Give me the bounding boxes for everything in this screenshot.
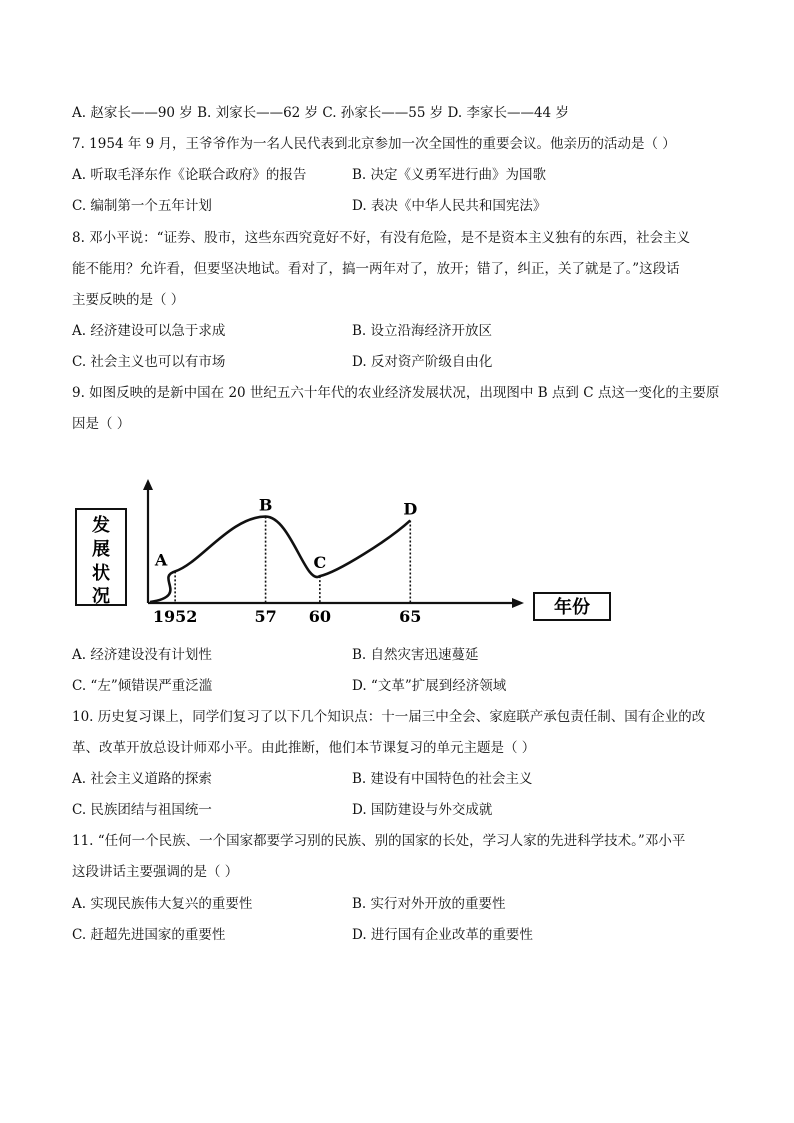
y-label-char-3: 状 [92,563,110,584]
q10-option-a: A. 社会主义道路的探索 [72,771,212,787]
q11-option-c: C. 赶超先进国家的重要性 [72,927,226,943]
x-axis-arrow [512,598,524,608]
q11-option-a: A. 实现民族伟大复兴的重要性 [72,896,253,912]
point-label-c: C [313,553,327,573]
q7-option-c: C. 编制第一个五年计划 [72,198,212,214]
q8-option-b: B. 设立沿海经济开放区 [352,323,493,339]
point-label-b: B [258,495,273,515]
q8-option-d: D. 反对资产阶级自由化 [352,354,493,370]
y-label-char-1: 发 [92,515,110,536]
q11-option-d: D. 进行国有企业改革的重要性 [352,927,533,943]
q9-option-a: A. 经济建设没有计划性 [72,647,212,663]
q11-stem-line-1: 11. “任何一个民族、一个国家都要学习别的民族、别的国家的长处，学习人家的先进科学技术。”邓小平 [72,833,686,849]
q8-option-c: C. 社会主义也可以有市场 [72,354,226,370]
development-chart [72,475,632,635]
q11-stem-line-2: 这段讲话主要强调的是（ ） [72,864,239,880]
y-label-char-2: 展 [92,539,110,560]
x-tick-label: 57 [254,607,277,626]
q10-option-c: C. 民族团结与祖国统一 [72,802,212,818]
q8-stem-line-1: 8. 邓小平说：“证券、股市，这些东西究竟好不好，有没有危险，是不是资本主义独有的东西，社会主义 [72,230,691,246]
q7-option-b: B. 决定《义勇军进行曲》为国歌 [352,167,547,183]
q10-stem-line-1: 10. 历史复习课上，同学们复习了以下几个知识点：十一届三中全会、家庭联产承包责任制、国有企业的改 [72,709,706,725]
q7-stem: 7. 1954 年 9 月，王爷爷作为一名人民代表到北京参加一次全国性的重要会议。他亲历的活动是（ ） [72,136,676,152]
point-label-a: A [154,550,168,570]
q7-option-a: A. 听取毛泽东作《论联合政府》的报告 [72,167,307,183]
q8-option-a: A. 经济建设可以急于求成 [72,323,226,339]
q10-stem-line-2: 革、改革开放总设计师邓小平。由此推断，他们本节课复习的单元主题是（ ） [72,740,536,756]
q9-stem-line-1: 9. 如图反映的是新中国在 20 世纪五六十年代的农业经济发展状况，出现图中 B 点到 C 点这一变化的主要原 [72,385,720,401]
q6-options: A. 赵家长——90 岁 B. 刘家长——62 岁 C. 孙家长——55 岁 D. 李家长——44 岁 [72,105,569,121]
y-axis-arrow [143,479,153,490]
point-label-d: D [403,499,418,519]
x-tick-label: 60 [308,607,331,626]
q11-option-b: B. 实行对外开放的重要性 [352,896,506,912]
q9-option-d: D. “文革”扩展到经济领域 [352,678,507,694]
y-label-char-4: 况 [92,586,110,607]
q10-option-d: D. 国防建设与外交成就 [352,802,493,818]
q8-stem-line-2: 能不能用？允许看，但要坚决地试。看对了，搞一两年对了，放开；错了，纠正，关了就是了。”这段话 [72,261,680,277]
x-tick-label: 65 [399,607,422,626]
development-curve [150,517,410,602]
q9-option-b: B. 自然灾害迅速蔓延 [352,647,479,663]
q7-option-d: D. 表决《中华人民共和国宪法》 [352,198,547,214]
x-tick-label: 1952 [152,607,198,626]
q9-option-c: C. “左”倾错误严重泛滥 [72,678,213,694]
x-axis-label: 年份 [554,597,590,618]
q8-stem-line-3: 主要反映的是（ ） [72,292,185,308]
q9-stem-line-2: 因是（ ） [72,416,131,432]
q10-option-b: B. 建设有中国特色的社会主义 [352,771,533,787]
q9-figure [72,475,632,635]
